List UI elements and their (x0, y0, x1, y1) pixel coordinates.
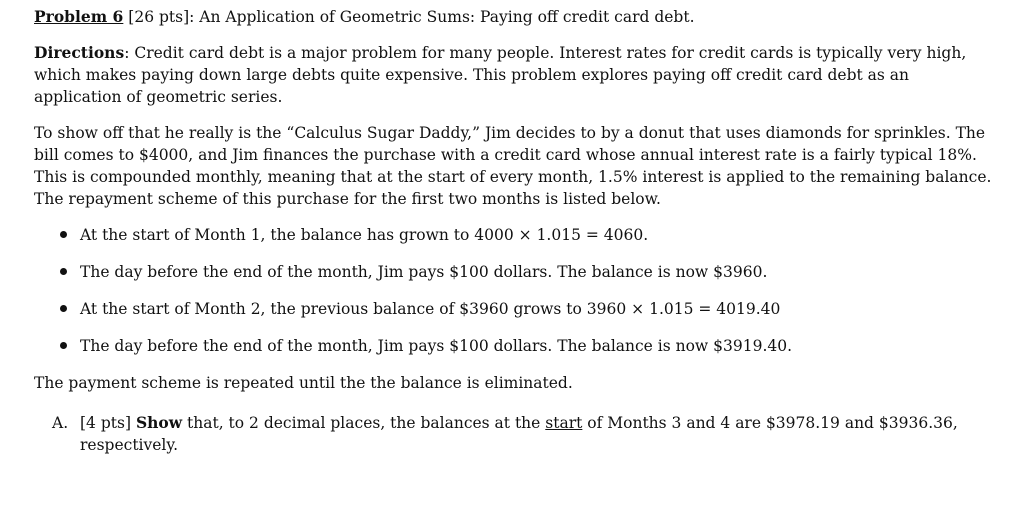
part-a (34, 412, 994, 456)
part-a-text-before: that, to 2 decimal places, the balances at the (182, 414, 546, 432)
part-a-letter: A. (52, 414, 69, 432)
directions-paragraph (34, 42, 994, 108)
problem-title-text: : An Application of Geometric Sums: Paying off credit card debt. (189, 8, 695, 26)
list-item: At the start of Month 1, the balance has grown to 4000 × 1.015 = 4060. (60, 224, 994, 246)
scenario-paragraph: To show off that he really is the “Calculus Sugar Daddy,” Jim decides to by a donut that uses diamonds for sprinkles. The bill comes to $4000, and Jim finances the purchase with a credit card whose annual interest rate is a fairly typical 18%. This is compounded monthly, meaning that at the start of every month, 1.5% interest is applied to the remaining balance. The repayment scheme of this purchase for the first two months is listed below. (34, 124, 992, 208)
problem-document (34, 6, 994, 456)
part-a-points: [4 pts] (80, 414, 131, 432)
list-item: The day before the end of the month, Jim pays $100 dollars. The balance is now $3960. (60, 261, 994, 283)
part-a-underlined-word: start (545, 414, 583, 432)
part-a-text-after: of Months 3 and 4 are $3978.19 and $3936.36, respectively. (80, 414, 958, 454)
problem-label: Problem 6 (34, 7, 124, 26)
problem-points: [26 pts] (128, 8, 190, 26)
list-item: At the start of Month 2, the previous balance of $3960 grows to 3960 × 1.015 = 4019.40 (60, 298, 994, 320)
problem-title (34, 6, 994, 28)
directions-text: : Credit card debt is a major problem for many people. Interest rates for credit cards is typically very high, which makes paying down large debts quite expensive. This problem explores paying off credit card debt as an application of geometric series. (34, 44, 967, 106)
list-item: The day before the end of the month, Jim pays $100 dollars. The balance is now $3919.40. (60, 335, 994, 357)
part-a-show-word: Show (135, 413, 183, 432)
directions-label: Directions (34, 43, 125, 62)
repeat-note: The payment scheme is repeated until the the balance is eliminated. (34, 374, 573, 392)
repayment-steps-list (34, 224, 994, 357)
